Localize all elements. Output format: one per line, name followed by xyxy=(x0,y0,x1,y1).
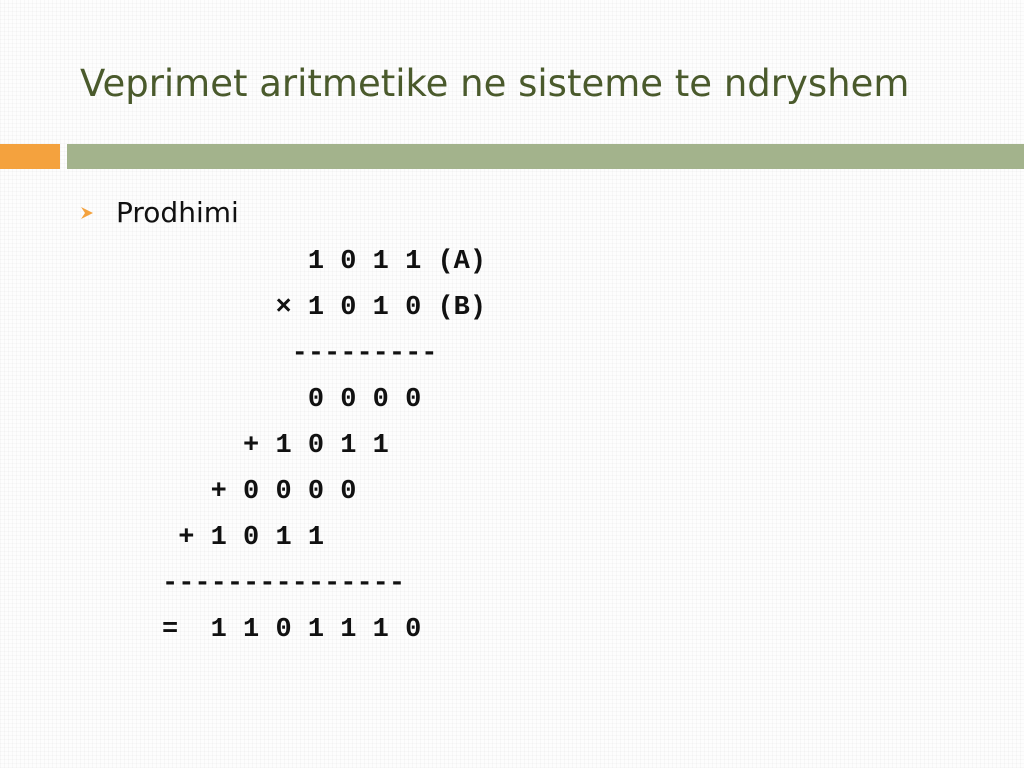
calc-line: 0 0 0 0 xyxy=(0,385,422,415)
calc-line: + 1 0 1 1 xyxy=(0,431,389,461)
title-divider xyxy=(0,144,1024,169)
calc-line: --------- xyxy=(0,339,438,369)
calc-line: 1 0 1 1 (A) xyxy=(0,247,487,277)
calc-line: + 0 0 0 0 xyxy=(0,477,357,507)
bullet-text: Prodhimi xyxy=(116,196,239,229)
calc-line: × 1 0 1 0 (B) xyxy=(0,293,487,323)
calc-line: --------------- xyxy=(0,569,406,599)
calc-line: + 1 0 1 1 xyxy=(0,523,325,553)
divider-accent-green xyxy=(67,144,1024,169)
chevron-right-icon-svg xyxy=(80,206,94,220)
chevron-right-icon xyxy=(80,206,94,220)
calc-line: = 1 1 0 1 1 1 0 xyxy=(0,615,422,645)
divider-accent-orange xyxy=(0,144,60,169)
slide-title: Veprimet aritmetike ne sisteme te ndryshem xyxy=(80,62,910,105)
